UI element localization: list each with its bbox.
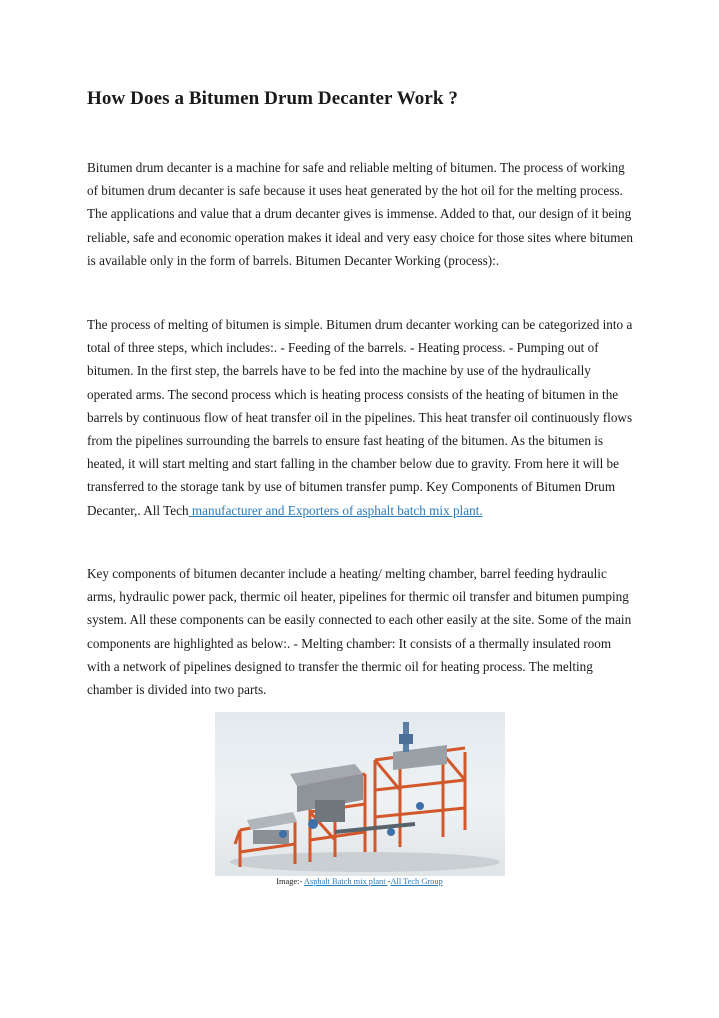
caption-link-all-tech[interactable]: All Tech Group bbox=[390, 877, 443, 886]
paragraph-intro: Bitumen drum decanter is a machine for safe and reliable melting of bitumen. The process of working of bitumen drum decanter is safe because it uses heat generated by the hot oil for the melting process. The applications and value that a drum decanter gives is immense. Added to that, our design of it being reliable, safe and economic operation makes it ideal and very easy choice for those sites where bitumen is available only in the form of barrels. Bitumen Decanter Working (process):. bbox=[87, 160, 633, 268]
machine-image bbox=[215, 712, 505, 876]
caption-prefix: Image:- bbox=[276, 877, 304, 886]
paragraph-process bbox=[87, 313, 635, 522]
asphalt-plant-illustration bbox=[215, 712, 505, 876]
caption-link-asphalt-plant[interactable]: Asphalt Batch mix plant bbox=[303, 877, 388, 886]
caption-separator: - bbox=[387, 877, 391, 886]
image-caption bbox=[0, 877, 719, 886]
page-title: How Does a Bitumen Drum Decanter Work ? bbox=[87, 88, 459, 109]
manufacturer-link[interactable]: manufacturer and Exporters of asphalt batch mix plant. bbox=[188, 502, 483, 518]
paragraph-components: Key components of bitumen decanter include a heating/ melting chamber, barrel feeding hydraulic arms, hydraulic power pack, thermic oil heater, pipelines for thermic oil transfer and bitumen pumping system. All these components can be easily connected to each other easily at the site. Some of the main components are highlighted as below:. - Melting chamber: It consists of a thermally insulated room with a network of pipelines designed to transfer the thermic oil for heating process. The melting chamber is divided into two parts. bbox=[87, 566, 632, 698]
paragraph-process-text: The process of melting of bitumen is simple. Bitumen drum decanter working can be categorized into a total of three steps, which includes:. - Feeding of the barrels. - Heating process. - Pumping out of bitumen. In the first step, the barrels have to be fed into the machine by use of the hydraulically operated arms. The second process which is heating process consists of the heating of bitumen in the barrels by continuous flow of heat transfer oil in the pipelines. This heat transfer oil continuously flows from the pipelines surrounding the barrels to ensure fast heating of the bitumen. As the bitumen is heated, it will start melting and start falling in the chamber below due to gravity. From here it will be transferred to the storage tank by use of bitumen transfer pump. Key Components of Bitumen Drum Decanter,. All Tech bbox=[87, 317, 633, 518]
